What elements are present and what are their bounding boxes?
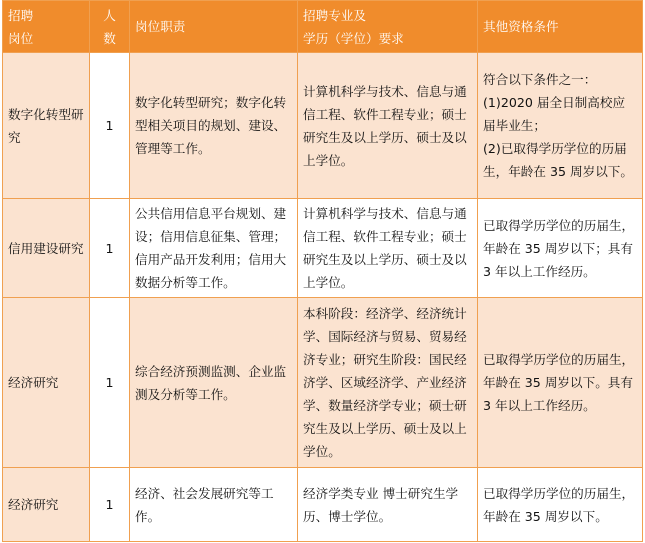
cell-major: 计算机科学与技术、信息与通信工程、软件工程专业；硕士研究生及以上学历、硕士及以上学位。 bbox=[298, 53, 478, 199]
table-row bbox=[3, 199, 643, 298]
cell-count: 1 bbox=[90, 199, 130, 298]
cell-position: 经济研究 bbox=[3, 298, 90, 468]
cell-other bbox=[478, 53, 643, 199]
table-row bbox=[3, 53, 643, 199]
table-row bbox=[3, 468, 643, 542]
cell-other: 已取得学历学位的历届生，年龄在 35 周岁以下。具有 3 年以上工作经历。 bbox=[478, 298, 643, 468]
recruitment-table bbox=[2, 0, 643, 542]
header-other: 其他资格条件 bbox=[478, 1, 643, 53]
header-major bbox=[298, 1, 478, 53]
header-major-line1: 招聘专业及 bbox=[303, 7, 366, 23]
cell-other: 已取得学历学位的历届生，年龄在 35 周岁以下。 bbox=[478, 468, 643, 542]
header-count-line2: 数 bbox=[103, 30, 116, 46]
cell-position: 经济研究 bbox=[3, 468, 90, 542]
cell-count: 1 bbox=[90, 53, 130, 199]
cell-position: 信用建设研究 bbox=[3, 199, 90, 298]
cell-duty: 数字化转型研究；数字化转型相关项目的规划、建设、管理等工作。 bbox=[130, 53, 298, 199]
cell-duty: 公共信用信息平台规划、建设；信用信息征集、管理；信用产品开发利用；信用大数据分析等工作。 bbox=[130, 199, 298, 298]
table-row bbox=[3, 298, 643, 468]
cell-count: 1 bbox=[90, 468, 130, 542]
header-duty: 岗位职责 bbox=[130, 1, 298, 53]
cell-position: 数字化转型研究 bbox=[3, 53, 90, 199]
header-position-line2: 岗位 bbox=[8, 30, 34, 46]
cell-other-line: (1)2020 届全日制高校应届毕业生； bbox=[483, 95, 626, 133]
cell-other: 已取得学历学位的历届生，年龄在 35 周岁以下；具有 3 年以上工作经历。 bbox=[478, 199, 643, 298]
cell-other-line: (2)已取得学历学位的历届生，年龄在 35 周岁以下。 bbox=[483, 141, 633, 179]
header-count bbox=[90, 1, 130, 53]
header-count-line1: 人 bbox=[103, 7, 116, 23]
header-position bbox=[3, 1, 90, 53]
cell-major: 本科阶段：经济学、经济统计学、国际经济与贸易、贸易经济专业；研究生阶段：国民经济学、区域经济学、产业经济学、数量经济学专业；硕士研究生及以上学历、硕士及以上学位。 bbox=[298, 298, 478, 468]
cell-other-line: 符合以下条件之一： bbox=[483, 72, 597, 87]
header-position-line1: 招聘 bbox=[8, 7, 34, 23]
cell-major: 计算机科学与技术、信息与通信工程、软件工程专业；硕士研究生及以上学历、硕士及以上学位。 bbox=[298, 199, 478, 298]
cell-count: 1 bbox=[90, 298, 130, 468]
header-major-line2: 学历（学位）要求 bbox=[303, 30, 404, 46]
header-row bbox=[3, 1, 643, 53]
cell-duty: 经济、社会发展研究等工作。 bbox=[130, 468, 298, 542]
cell-duty: 综合经济预测监测、企业监测及分析等工作。 bbox=[130, 298, 298, 468]
cell-major: 经济学类专业 博士研究生学历、博士学位。 bbox=[298, 468, 478, 542]
